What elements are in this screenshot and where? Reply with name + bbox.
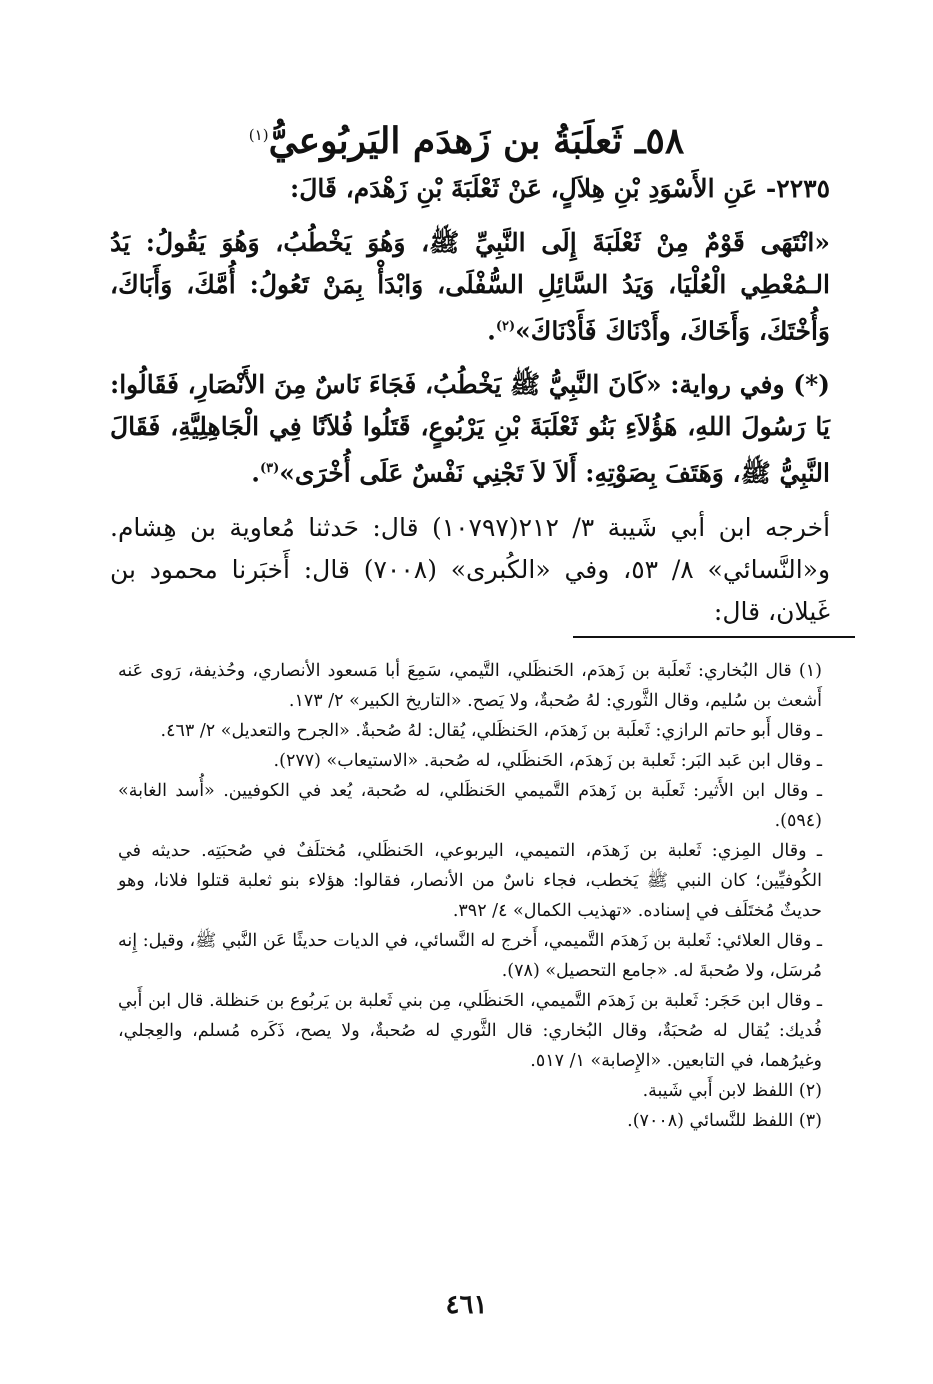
footnote-1-ibn-hajar: ـ وقال ابن حَجَر: ثَعلبة بن زَهدَم التَّميمي، الحَنظَلي، مِن بني ثَعلبة بن يَربُوع بن حَنظلة. قال ابن أَبي فُديك: يُقال له صُحبَةٌ، وقال البُخاري: قال الثَّوري له صُحبةٌ، ولا يصح، ذَكَره مُسلم، والعِجلي، وغيرُهما، في التابعين. «الإِصابة» ١/ ٥١٧. xyxy=(118,991,822,1071)
page-number: ٤٦١ xyxy=(445,1290,488,1320)
riwaya-footnote-ref: (٣) xyxy=(259,461,280,477)
matn-footnote-ref: (٢) xyxy=(495,319,516,334)
chapter-title xyxy=(120,120,813,163)
hadith-takhrij: أخرجه ابن أبي شَيبة ٣/ ٢١٢(١٠٧٩٧) قال: حَدثنا مُعاوية بن هِشام. و«النَّسائي» ٨/ ٥٣، وفي «الكُبرى» (٧٠٠٨) قال: أَخبَرنا محمود بن غَيلان، قال: xyxy=(110,512,831,626)
footnote-1-ibn-al-athir: ـ وقال ابن الأَثير: ثَعلَبة بن زَهدَم التَّميمي الحَنظَلي، له صُحبة، يُعد في الكوفيين. «أُسد الغابة» (٥٩٤). xyxy=(118,781,822,831)
footnote-divider xyxy=(573,636,855,638)
chapter-title-text: ٥٨ـ ثَعلَبَةُ بن زَهدَم اليَربُوعيُّ xyxy=(268,120,685,163)
hadith-matn: «انْتَهَى قَوْمٌ مِنْ ثَعْلَبَةَ إِلَى النَّبِيِّ ﷺ، وَهُوَ يَخْطُبُ، وَهُوَ يَقُولُ: يَدُ الـمُعْطِي الْعُلْيَا، وَيَدُ السَّائِلِ السُّفْلَى، وَابْدَأْ بِمَنْ تَعُولُ: أُمَّكَ، وَأَبَاكَ، وَأُخْتَكَ، وَأَخَاكَ، وأَدْنَاكَ فَأَدْنَاكَ»$^{(٢)}$. xyxy=(110,228,830,346)
footnote-1-al-mizzi: ـ وقال المِزي: ثَعلبة بن زَهدَم، التميمي، اليربوعي، الحَنظَلي، مُختلَفٌ في صُحبَتِه. حديثه في الكُوفيِّين؛ كان النبي ﷺ يَخطب، فجاء ناسٌ من الأنصار، فقالوا: هؤلاء بنو ثعلبة قتلوا فلانا، وهو حديثٌ مُختَلَف في إسناده. «تهذيب الكمال» ٤/ ٣٩٢. xyxy=(118,841,822,921)
footnotes xyxy=(118,656,822,1136)
footnote-1-ibn-abd-al-barr: ـ وقال ابن عَبد البَر: ثَعلبة بن زَهدَم، الحَنظَلي، له صُحبة. «الاستيعاب» (٢٧٧). xyxy=(273,751,822,771)
hadith-riwaya-text: (*) وفي رواية: «كَانَ النَّبِيُّ ﷺ يَخْطُبُ، فَجَاءَ نَاسٌ مِنَ الأَنْصَارِ، فَقَالُوا: يَا رَسُولَ اللهِ، هَؤُلاَءِ بَنُو ثَعْلَبَةَ بْنِ يَرْبُوعٍ، قَتَلُوا فُلاَنًا فِي الْجَاهِلِيَّةِ، فَقَالَ النَّبِيُّ ﷺ، وَهَتَفَ بِصَوْتِهِ: أَلاَ لاَ تَجْنِي نَفْسٌ عَلَى أُخْرَى» xyxy=(110,370,830,488)
footnote-2: (٢) اللفظ لابن أَبي شَيبة. xyxy=(642,1081,822,1101)
footnote-1: (١) قال البُخاري: ثَعلَبة بن زَهدَم، الحَنظَلي، التَّيمي، سَمِعَ أبا مَسعود الأنصاري، وحُذيفة، رَوى عَنه أَشعث بن سُليم، وقال الثَّوري: لهُ صُحبةٌ، ولا يَصح. «التاريخ الكبير» ٢/ ١٧٣. xyxy=(118,661,822,711)
footnote-3: (٣) اللفظ للنَّسائي (٧٠٠٨). xyxy=(627,1111,822,1131)
hadith-riwaya: (*) وفي رواية: «كَانَ النَّبِيُّ ﷺ يَخْطُبُ، فَجَاءَ نَاسٌ مِنَ الأَنْصَارِ، فَقَالُوا: يَا رَسُولَ اللهِ، هَؤُلاَءِ بَنُو ثَعْلَبَةَ بْنِ يَرْبُوعٍ، قَتَلُوا فُلاَنًا فِي الْجَاهِلِيَّةِ، فَقَالَ النَّبِيُّ ﷺ، وَهَتَفَ بِصَوْتِهِ: أَلاَ لاَ تَجْنِي نَفْسٌ عَلَى أُخْرَى»$^{(٣)}$. xyxy=(110,370,830,488)
hadith-isnad: ٢٢٣٥- عَنِ الأَسْوَدِ بْنِ هِلاَلٍ، عَنْ ثَعْلَبَةَ بْنِ زَهْدَم، قَالَ: xyxy=(290,174,830,203)
hadith-matn-text: «انْتَهَى قَوْمٌ مِنْ ثَعْلَبَةَ إِلَى النَّبِيِّ ﷺ، وَهُوَ يَخْطُبُ، وَهُوَ يَقُولُ: يَدُ الـمُعْطِي الْعُلْيَا، وَيَدُ السَّائِلِ السُّفْلَى، وَابْدَأْ بِمَنْ تَعُولُ: أُمَّكَ، وَأَبَاكَ، وَأُخْتَكَ، وَأَخَاكَ، وأَدْنَاكَ فَأَدْنَاكَ» xyxy=(110,228,830,346)
footnote-1-abu-hatim: ـ وقال أَبو حاتم الرازي: ثَعلَبة بن زَهدَم، الحَنظَلي، يُقال: لهُ صُحبةٌ. «الجرح والتعديل» ٢/ ٤٦٣. xyxy=(160,721,822,741)
main-text xyxy=(110,168,830,645)
title-footnote-ref: (١) xyxy=(248,126,269,145)
footnote-1-al-alai: ـ وقال العلائي: ثَعلبة بن زَهدَم التَّميمي، أَخرج له النَّسائي، في الديات حديثًا عَن النَّبي ﷺ، وقيل: إِنه مُرسَل، ولا صُحبةَ له. «جامع التحصيل» (٧٨). xyxy=(118,931,822,981)
